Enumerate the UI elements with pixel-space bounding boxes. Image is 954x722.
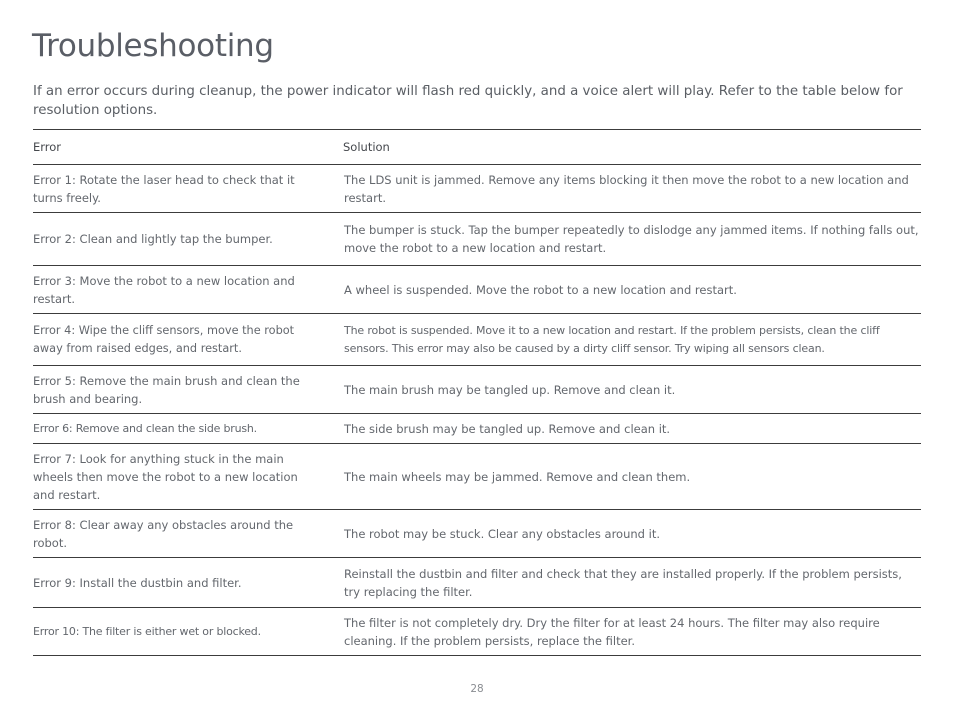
table-row <box>33 444 921 510</box>
error-cell: Error 8: Clear away any obstacles around the robot. <box>33 510 343 558</box>
error-cell: Error 4: Wipe the cliff sensors, move the robot away from raised edges, and restart. <box>33 314 343 366</box>
solution-cell: The side brush may be tangled up. Remove and clean it. <box>343 414 921 444</box>
header-error: Error <box>33 130 343 165</box>
solution-cell: The main brush may be tangled up. Remove and clean it. <box>343 366 921 414</box>
solution-cell: The robot may be stuck. Clear any obstacles around it. <box>343 510 921 558</box>
page-number: 28 <box>470 683 484 695</box>
solution-cell: The main wheels may be jammed. Remove and clean them. <box>343 444 921 510</box>
error-cell: Error 1: Rotate the laser head to check that it turns freely. <box>33 165 343 213</box>
page-title: Troubleshooting <box>32 28 274 64</box>
error-cell: Error 10: The filter is either wet or blocked. <box>33 608 343 656</box>
table-row <box>33 366 921 414</box>
error-cell: Error 2: Clean and lightly tap the bumper. <box>33 213 343 266</box>
table-row <box>33 266 921 314</box>
solution-cell: The LDS unit is jammed. Remove any items blocking it then move the robot to a new location and restart. <box>343 165 921 213</box>
solution-cell: The filter is not completely dry. Dry the filter for at least 24 hours. The filter may also require cleaning. If the problem persists, replace the filter. <box>343 608 921 656</box>
table-row <box>33 558 921 608</box>
table-row <box>33 165 921 213</box>
solution-cell: The robot is suspended. Move it to a new location and restart. If the problem persists, clean the cliff sensors. This error may also be caused by a dirty cliff sensor. Try wiping all sensors clean. <box>343 314 921 366</box>
intro-paragraph: If an error occurs during cleanup, the power indicator will flash red quickly, and a voice alert will play. Refer to the table below for resolution options. <box>33 84 903 118</box>
table-header-row <box>33 130 921 165</box>
table-row <box>33 510 921 558</box>
table-row <box>33 414 921 444</box>
solution-cell: A wheel is suspended. Move the robot to a new location and restart. <box>343 266 921 314</box>
solution-cell: Reinstall the dustbin and filter and check that they are installed properly. If the problem persists, try replacing the filter. <box>343 558 921 608</box>
table-row <box>33 608 921 656</box>
error-cell: Error 3: Move the robot to a new location and restart. <box>33 266 343 314</box>
error-cell: Error 7: Look for anything stuck in the main wheels then move the robot to a new location and restart. <box>33 444 343 510</box>
error-cell: Error 6: Remove and clean the side brush. <box>33 414 343 444</box>
solution-cell: The bumper is stuck. Tap the bumper repeatedly to dislodge any jammed items. If nothing falls out, move the robot to a new location and restart. <box>343 213 921 266</box>
error-cell: Error 5: Remove the main brush and clean the brush and bearing. <box>33 366 343 414</box>
table-row <box>33 314 921 366</box>
error-cell: Error 9: Install the dustbin and filter. <box>33 558 343 608</box>
table-row <box>33 213 921 266</box>
header-solution: Solution <box>343 130 921 165</box>
troubleshooting-table <box>33 129 921 656</box>
